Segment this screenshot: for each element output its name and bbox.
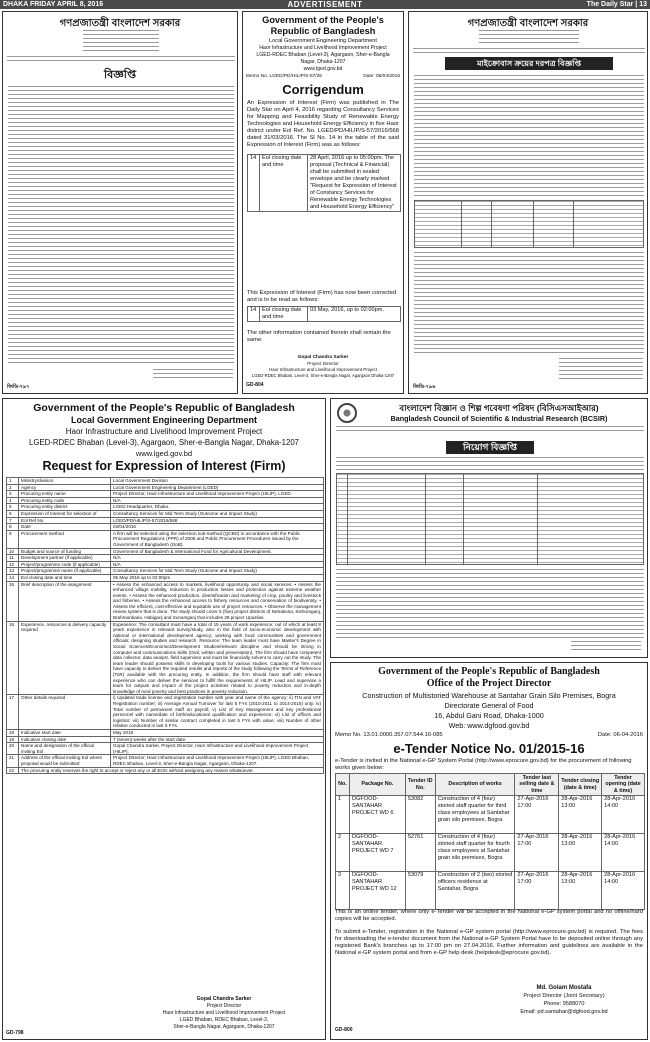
ad1-title: গণপ্রজাতন্ত্রী বাংলাদেশ সরকার bbox=[59, 18, 181, 29]
eoi-cell-value: N/A bbox=[111, 561, 324, 568]
tender-col-header: No. bbox=[336, 774, 350, 796]
eoi-cell-no: 7 bbox=[7, 517, 19, 524]
eoi-cell-value: 7 (seven) weeks after the start date. bbox=[111, 736, 324, 743]
ad-corrigendum bbox=[242, 11, 404, 394]
tender-col-header: Tender closing (date & time) bbox=[559, 774, 602, 796]
ad2-new-entry-table bbox=[247, 306, 401, 322]
ad6-sign-phone: Phone: 9588070 bbox=[543, 1001, 585, 1007]
ad3-signature bbox=[559, 358, 643, 380]
eoi-row bbox=[7, 729, 324, 736]
tender-cell: 3 bbox=[336, 872, 350, 910]
eoi-row bbox=[7, 555, 324, 562]
tender-col-header: Package No. bbox=[349, 774, 405, 796]
eoi-cell-value: Local Government Engineering Department (LGED) bbox=[111, 484, 324, 491]
ad1-memo-line bbox=[7, 56, 235, 62]
ad6-gov: Government of the People's Republic of Bangladesh bbox=[378, 666, 600, 677]
tender-row bbox=[336, 796, 645, 834]
ad2-project: Haor Infrastructure and Livelihood Improvement Project bbox=[259, 45, 387, 51]
eoi-cell-label: Eol Ref No. bbox=[19, 517, 111, 524]
ad2-tail: The other information contained therein shall remain the same. bbox=[247, 330, 391, 343]
eoi-cell-no: 16 bbox=[7, 621, 19, 695]
eoi-cell-no: 22 bbox=[7, 767, 19, 774]
ad6-sign-name: Md. Golam Mostafa bbox=[536, 985, 592, 991]
eoi-cell-label: Procuring entity district bbox=[19, 504, 111, 511]
ad2-r1-label: Eol closing date and time bbox=[260, 155, 308, 212]
eoi-cell-label: Ministry/division bbox=[19, 478, 111, 485]
ad6-memo: Memo No. 13.01.0000.357.07.544.16-085 bbox=[335, 732, 443, 738]
ad1-subtitle: বিজ্ঞপ্তি bbox=[104, 69, 136, 81]
eoi-cell-label: Project/programme code (if applicable) bbox=[19, 561, 111, 568]
ad4-project: Haor Infrastructure and Livelihood Improvement Project bbox=[65, 427, 263, 436]
ad4-title: Request for Expression of Interest (Firm) bbox=[42, 459, 286, 473]
ad6-para-1: This is an online tender, where only e-Tender will be accepted in the National e-GP system portal and no offline/hard copies will be accepted. bbox=[335, 909, 643, 922]
ad4-sign-addr-2: Sher-e-Bangla Nagar, Agargaon, Dhaka-1207 bbox=[173, 1024, 275, 1030]
ad2-gov-line-2: Republic of Bangladesh bbox=[270, 26, 376, 36]
ad3-schedule-table bbox=[414, 200, 644, 248]
eoi-cell-no: 19 bbox=[7, 736, 19, 743]
tender-row bbox=[336, 834, 645, 872]
ad3-memo-line bbox=[413, 48, 645, 53]
ad4-code: GD-798 bbox=[6, 1030, 24, 1036]
tender-col-header: Tender ID No. bbox=[405, 774, 435, 796]
ad1-signature bbox=[153, 369, 233, 381]
ad6-para-2: To submit e-Tender, registration in the National e-GP system portal (http://www.eprocure.gov.bd) is required. The fees for downloading the e-tender document from the National e-GP System Portal have to be deposited online through any registered Bank's branches up to 17:00 pm on 27.04.2016. Further information and guidelines are available in the National e-GP system portal and from e-GP help desk (helpdesk@eprocure.gov.bd). bbox=[335, 929, 643, 956]
eoi-cell-no: 4 bbox=[7, 497, 19, 504]
ad4-sign-project: Haor Infrastructure and Livelihood Improvement Project bbox=[162, 1010, 286, 1016]
eoi-row bbox=[7, 530, 324, 548]
eoi-cell-label: Brief description of the assignment bbox=[19, 581, 111, 621]
ad6-code: GD-800 bbox=[335, 1027, 353, 1033]
ad2-r2-value: 03 May, 2016, up to 02:00pm. bbox=[308, 307, 401, 322]
eoi-row bbox=[7, 504, 324, 511]
ad2-memo: Memo No. LGED/PD/HILIP/S-57/26 bbox=[246, 74, 322, 79]
tender-cell: 1 bbox=[336, 796, 350, 834]
eoi-cell-no: 12 bbox=[7, 561, 19, 568]
ad6-directorate: Directorate General of Food bbox=[444, 701, 534, 710]
ad-e-tender bbox=[330, 662, 648, 1040]
eoi-cell-no: 15 bbox=[7, 581, 19, 621]
eoi-row bbox=[7, 548, 324, 555]
eoi-cell-label: Indicative closing date bbox=[19, 736, 111, 743]
eoi-cell-no: 1 bbox=[7, 478, 19, 485]
eoi-cell-label: Budget and source of funding bbox=[19, 548, 111, 555]
eoi-row bbox=[7, 524, 324, 531]
tender-cell: Construction of 4 (four) storied staff quarter for fourth class employees at Santahar grain silo premises, Bogra bbox=[435, 834, 515, 872]
ad3-conditions bbox=[414, 252, 644, 354]
eoi-cell-no: 21 bbox=[7, 755, 19, 767]
tender-col-header: Tender last selling date & time bbox=[515, 774, 559, 796]
tender-cell: 53079 bbox=[405, 872, 435, 910]
ad4-dept: Local Government Engineering Department bbox=[70, 415, 258, 425]
eoi-row bbox=[7, 478, 324, 485]
eoi-row bbox=[7, 581, 324, 621]
eoi-row bbox=[7, 755, 324, 767]
ad2-mid-text: This Expression of Interest (Firm) has now been corrected and is to be read as follows: bbox=[247, 290, 397, 303]
eoi-cell-value: Consultancy Services for Mid Term Study (Outcome and Impact Study) bbox=[111, 510, 324, 517]
tender-cell: 28-Apr-2016 14:00 bbox=[602, 872, 645, 910]
ad2-address-2: Nagar, Dhaka-1207 bbox=[300, 59, 346, 65]
ad3-banner: মাইক্রোবাস ক্রয়ের দরপত্র বিজ্ঞপ্তি bbox=[445, 57, 613, 70]
ad3-form-rows bbox=[414, 75, 644, 197]
ad2-r1-no: 14 bbox=[248, 155, 260, 212]
ad4-website: www.lged.gov.bd bbox=[135, 449, 193, 458]
ad2-r1-value: 28 April, 2016 up to 05:00pm. The proposal (Technical & Financial) shall be submitted in sealed envelope and be clearly marked "Request for Expression of Interest of Constancy Services for Renewable Energy Technologies and Household Energy Efficiency" bbox=[308, 155, 401, 212]
tender-cell: Construction of 2 (two) storied officers residence at Santahar, Bogra bbox=[435, 872, 515, 910]
eoi-cell-value: A firm will be selected using the selection sub-method (QCBS) in accordance with the Public Procurement Regulations (PPR) of 2008 and Public Procurement Procedures issued by the Government of Bangladesh (GoB). bbox=[111, 530, 324, 548]
eoi-row bbox=[7, 510, 324, 517]
eoi-cell-value: Gopal Chandra Sarker, Project Director, Haor Infrastructure and Livelihood Improvement Project (HILIP). bbox=[111, 743, 324, 755]
ad2-sign-name: Gopal Chandra Sarker bbox=[297, 355, 349, 360]
ad6-sign-email: Email: pd.santahar@dgfood.gov.bd bbox=[520, 1009, 608, 1015]
ad2-sign-project: Haor Infrastructure and Livelihood Improvement Project bbox=[269, 367, 377, 372]
eoi-cell-no: 10 bbox=[7, 548, 19, 555]
eoi-cell-label: Name and designation of the official inviting Eol bbox=[19, 743, 111, 755]
eoi-cell-label: Procuring entity name bbox=[19, 491, 111, 498]
ad4-eoi-table bbox=[6, 477, 324, 774]
ad6-project: Construction of Multistoried Warehouse at Santahar Grain Silo Premises, Bogra bbox=[362, 691, 616, 700]
eoi-cell-no: 13 bbox=[7, 568, 19, 575]
eoi-cell-label: Address of the official inviting Eol where proposal would be submitted bbox=[19, 755, 111, 767]
eoi-cell-label: Experience, resources & delivery capacity required bbox=[19, 621, 111, 695]
ad5-title-bn: বাংলাদেশ বিজ্ঞান ও শিল্প গবেষণা পরিষদ (বিসিএসআইআর) bbox=[399, 403, 599, 413]
ad3-header-lines bbox=[479, 30, 579, 46]
eoi-cell-no: 11 bbox=[7, 555, 19, 562]
ad6-date: Date: 06-04-2016 bbox=[597, 732, 643, 738]
eoi-row bbox=[7, 517, 324, 524]
ad6-sign-title: Project Director (Joint Secretary) bbox=[523, 993, 605, 999]
ad6-web: Web: www.dgfood.gov.bd bbox=[448, 721, 530, 730]
eoi-cell-value: Experience: The consultant must have a total of 15 years of work experience; out of which at least 8 years experience in relevant survey/study, also in the field of socio-economic development with national or international development agency; working with local communities and government officials; designing studies and research. Resource: The team leader must have Master's Degree in Social Sciences/Economics/Development Studies/relevant discipline and should be strong in computer and communications skills (Oral, written and presentation). The firm should have competent data collector, data analyst, field supervisor and must be financially solvent to carry out the study. The team leader should possess skills in developing tools for various studies. Capacity: The firm must have capacity to deliver the required results and reports of the study following the Terms of Reference (ToR) available with the procuring entity. In addition, the firm should have staff with relevant experience who can deliver the services to fulfill the requirements of HILIP. Lead and supervise a team for outputs and impact of the project activities related to poverty reduction and in-depth knowledge of rural poverty and best practices in poverty reduction. bbox=[111, 621, 324, 695]
header-date: DHAKA FRIDAY APRIL 8, 2016 bbox=[3, 1, 104, 8]
eoi-cell-value: Project Director, Haor Infrastructure and Livelihood Improvement Project (HILIP), LGED. bbox=[111, 491, 324, 498]
eoi-cell-label: Project/programme name (if applicable) bbox=[19, 568, 111, 575]
ad-request-eoi bbox=[2, 398, 326, 1040]
tender-cell: DGFOOD-SANTAHAR PROJECT WD 12 bbox=[349, 872, 405, 910]
eoi-row bbox=[7, 561, 324, 568]
eoi-cell-label: Agency bbox=[19, 484, 111, 491]
ad2-r2-no: 14 bbox=[248, 307, 260, 322]
ad3-title: গণপ্রজাতন্ত্রী বাংলাদেশ সরকার bbox=[467, 18, 589, 29]
eoi-cell-value: • Assess the enhanced access to markets, livelihood opportunity and social services. • Assess the enhanced village mobility, reduction in production losses and protection against extreme weather events. • Assess the enhanced production, diversification and marketing of crop, poultry and livestock and fisheries. • Assess the enhanced access to fishery resources and conservation of biodiversity. • Assess the efficient, cost-effective and equitable use of project resources. • Observe the management review system that is done. The study should cover 5 (five) project districts of Netrakona, Kishoreganj, Brahmanbaria, Habiganj and Sunamganj that includes 28 project Upazilas. bbox=[111, 581, 324, 621]
eoi-cell-no: 6 bbox=[7, 510, 19, 517]
eoi-cell-value: N/A bbox=[111, 555, 324, 562]
eoi-cell-note: The procuring entity reserves the right to accept or reject any or all EOIs without assigning any reason whatsoever. bbox=[19, 767, 324, 774]
ad2-dept: Local Government Engineering Department bbox=[269, 38, 377, 44]
ad4-sign-name: Gopal Chandra Sarker bbox=[196, 996, 252, 1002]
eoi-row bbox=[7, 491, 324, 498]
ad4-sign-addr-1: LGED Bhaban, RDEC Bhaban, Level-3, bbox=[179, 1017, 269, 1023]
tender-cell: 28-Apr-2016 14:00 bbox=[602, 834, 645, 872]
eoi-row bbox=[7, 484, 324, 491]
eoi-cell-value: Government of Bangladesh & International Fund for Agricultural Development. bbox=[111, 548, 324, 555]
tender-cell: 27-Apr-2016 17:00 bbox=[515, 796, 559, 834]
ad1-code: জিডি-৭৯৭ bbox=[7, 384, 30, 390]
eoi-cell-value: 05 May 2016 up to 02:00pm bbox=[111, 574, 324, 581]
ad6-title: e-Tender Notice No. 01/2015-16 bbox=[393, 741, 585, 756]
eoi-row bbox=[7, 568, 324, 575]
ad2-gov-line-1: Government of the People's bbox=[262, 15, 384, 25]
eoi-row bbox=[7, 574, 324, 581]
ad5-posts-table bbox=[336, 473, 644, 565]
ad4-gov: Government of the People's Republic of Bangladesh bbox=[33, 402, 295, 414]
page-header-strip bbox=[0, 0, 650, 9]
eoi-cell-label: Procuring entity code bbox=[19, 497, 111, 504]
eoi-cell-value: i) Updated trade license and registration number with year and name of the agency; ii) TIN and VAT Registration number; iii) Average Annual Turnover for last 5 FYs (2010-2011 to 2014-2015) only; iv) Total number of permanent staff on payroll; v) List of Key Management and key professional personnel with name/date of birth/educational qualification and experience; vi) List of offices and logistics; vii) Number of similar contract completed in last 5 FYs with value; viii) Number of other relative conducted in last 5 FYs. bbox=[111, 695, 324, 730]
eoi-row bbox=[7, 621, 324, 695]
tender-cell: 28-Apr-2016 13:00 bbox=[559, 796, 602, 834]
ad2-r2-label: Eol closing date and time bbox=[260, 307, 308, 322]
eoi-cell-value: Local Government Division bbox=[111, 478, 324, 485]
tender-cell: 28-Apr-2016 13:00 bbox=[559, 834, 602, 872]
eoi-cell-label: Date bbox=[19, 524, 111, 531]
tender-cell: 52761 bbox=[405, 834, 435, 872]
eoi-cell-no: 9 bbox=[7, 530, 19, 548]
ad6-intro: e-Tender is invited in the National e-GP System Portal (http://www.eprocure.gov.bd) for the procurement of following works given below: bbox=[335, 758, 632, 771]
ad5-memo-line bbox=[336, 426, 644, 431]
eoi-row bbox=[7, 497, 324, 504]
ad5-signature bbox=[571, 641, 641, 653]
eoi-cell-no: 2 bbox=[7, 484, 19, 491]
eoi-cell-value: May 2016 bbox=[111, 729, 324, 736]
tender-col-header: Description of works bbox=[435, 774, 515, 796]
ad6-tender-table bbox=[335, 773, 645, 910]
tender-cell: Construction of 4 (four) storied staff quarter for third class employees at Santahar grain silo premises, Bogra bbox=[435, 796, 515, 834]
eoi-cell-no: 8 bbox=[7, 524, 19, 531]
tender-cell: 28-Apr-2016 13:00 bbox=[559, 872, 602, 910]
eoi-cell-value: 03/04/2016 bbox=[111, 524, 324, 531]
eoi-row bbox=[7, 767, 324, 774]
eoi-cell-value: LGED Headquarter, Dhaka. bbox=[111, 504, 324, 511]
ad2-date: Date: 06/04/2016 bbox=[363, 74, 400, 79]
eoi-row bbox=[7, 743, 324, 755]
eoi-row bbox=[7, 736, 324, 743]
tender-cell: 27-Apr-2016 17:00 bbox=[515, 872, 559, 910]
header-page: The Daily Star | 13 bbox=[586, 1, 647, 8]
tender-cell: 53082 bbox=[405, 796, 435, 834]
ad4-address: LGED-RDEC Bhaban (Level-3), Agargaon, Sher-e-Bangla Nagar, Dhaka-1207 bbox=[28, 438, 299, 447]
tender-col-header: Tender opening (date & time) bbox=[602, 774, 645, 796]
eoi-cell-no: 20 bbox=[7, 743, 19, 755]
eoi-row bbox=[7, 695, 324, 730]
ad2-sign-title: Project Director bbox=[307, 361, 339, 366]
eoi-cell-label: Other details required bbox=[19, 695, 111, 730]
eoi-cell-label: Procurement method bbox=[19, 530, 111, 548]
ad-bangla-notice-1 bbox=[2, 11, 238, 394]
eoi-cell-label: Indicative start date bbox=[19, 729, 111, 736]
header-section: ADVERTISEMENT bbox=[287, 0, 363, 9]
ad5-intro bbox=[336, 457, 644, 471]
tender-cell: 27-Apr-2016 17:00 bbox=[515, 834, 559, 872]
tender-cell: DGFOOD-SANTAHAR PROJECT WD 6 bbox=[349, 796, 405, 834]
ad2-code: GD-804 bbox=[246, 382, 264, 388]
eoi-cell-no: 5 bbox=[7, 504, 19, 511]
eoi-cell-label: Development partner (if applicable) bbox=[19, 555, 111, 562]
eoi-cell-no: 18 bbox=[7, 729, 19, 736]
ad2-title: Corrigendum bbox=[282, 82, 364, 97]
ad4-sign-title: Project Director bbox=[206, 1003, 242, 1009]
ad2-old-entry-table bbox=[247, 154, 401, 212]
eoi-cell-value: Consultancy Services for Mid Term Study (Outcome and Impact Study) bbox=[111, 568, 324, 575]
ad6-address: 16, Abdul Gani Road, Dhaka-1000 bbox=[434, 711, 544, 720]
ad2-website: www.lged.gov.bd bbox=[303, 66, 343, 72]
tender-cell: DGFOOD-SANTAHAR PROJECT WD 7 bbox=[349, 834, 405, 872]
ad1-body-text bbox=[8, 86, 234, 366]
ad5-title-en: Bangladesh Council of Scientific & Industrial Research (BCSIR) bbox=[390, 414, 608, 423]
tender-row bbox=[336, 872, 645, 910]
eoi-cell-value: LGED/PD/HILIP/S-57/2016/588 bbox=[111, 517, 324, 524]
eoi-cell-no: 3 bbox=[7, 491, 19, 498]
eoi-cell-label: Expression of Interest for selection of bbox=[19, 510, 111, 517]
eoi-cell-value: Project Director, Haor Infrastructure and Livelihood Improvement Project (HILIP), LGED Bhaban, RDEC Bhaban, Level-3, Sher-e-Bangla Nagar, Agargaon, Dhaka-1207. bbox=[111, 755, 324, 767]
ad1-header-lines bbox=[83, 30, 159, 52]
eoi-cell-no: 17 bbox=[7, 695, 19, 730]
ad5-banner: নিয়োগ বিজ্ঞপ্তি bbox=[446, 441, 534, 454]
ad-bcsir-recruitment bbox=[330, 398, 648, 658]
ad6-office: Office of the Project Director bbox=[426, 678, 552, 689]
ad5-conditions bbox=[336, 569, 644, 639]
tender-cell: 2 bbox=[336, 834, 350, 872]
ad-microbus-tender bbox=[408, 11, 648, 394]
eoi-cell-label: Eol closing date and time bbox=[19, 574, 111, 581]
ad2-sign-address: LGED-RDEC Bhaban, Level-3, Sher-e-Bangla Nagar, Agargaon Dhaka-1207 bbox=[251, 373, 395, 378]
ad2-body: An Expression of Interest (Firm) was published in The Daily Star on April 4, 2016 regarding Consultancy Services for Mapping and Feasibility Study of Renewable Energy Technologies and Household Energy Efficiency in five Haor district under Eol Ref. No. LGED/PD/HILIP/S-57/2016/568 dated 31/03/2016. The Sl No. 14 in the table of the said Expression of Interest (Firm) was as follows: bbox=[247, 100, 399, 148]
eoi-cell-no: 14 bbox=[7, 574, 19, 581]
ad2-address-1: LGED-RDEC Bhaban (Level-3), Agargaon, Sher-e-Bangla bbox=[256, 52, 390, 58]
ad3-code: জিডি-৭৯৬ bbox=[413, 384, 436, 390]
tender-cell: 28-Apr-2016 14:00 bbox=[602, 796, 645, 834]
eoi-cell-value: N/A bbox=[111, 497, 324, 504]
